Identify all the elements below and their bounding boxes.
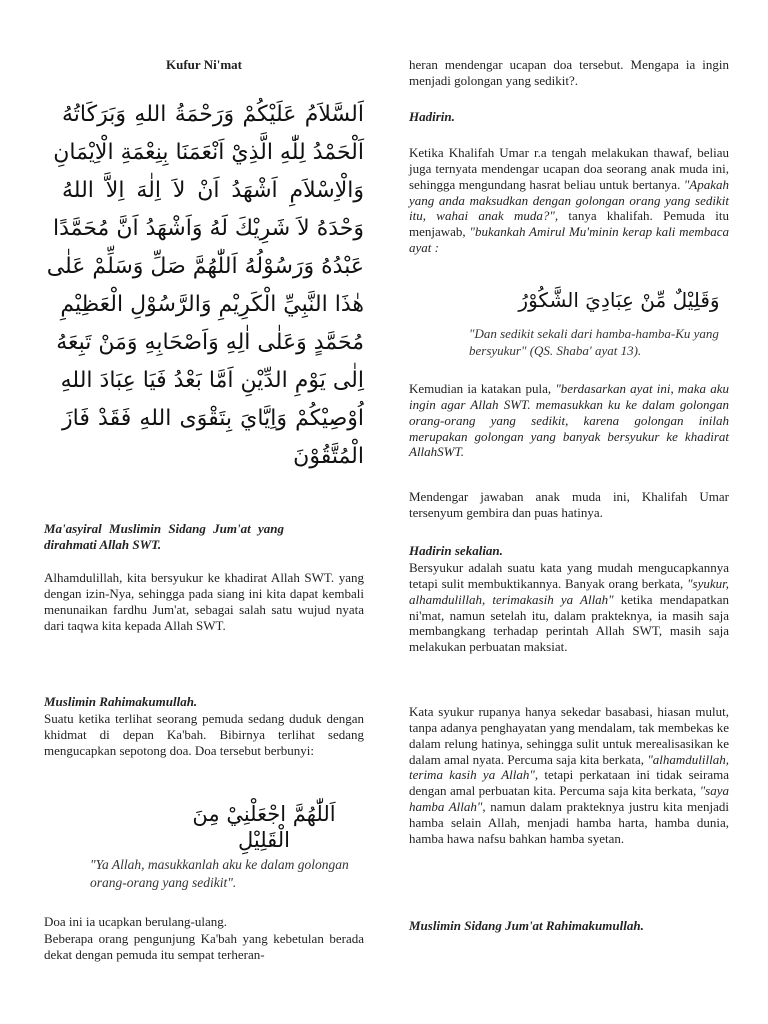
- page-title: Kufur Ni'mat: [166, 57, 242, 72]
- arabic-line: اَلسَّلاَمُ عَلَيْكُمْ وَرَحْمَةُ اللهِ وَبَرَكَاتُهُ: [62, 102, 364, 127]
- arabic-line: عَبْدُهُ وَرَسُوْلُهُ اَللّٰهُمَّ صَلِّ وَسَلِّمْ عَلٰى: [46, 254, 364, 279]
- arabic-line: وَالْاِسْلاَمِ اَشْهَدُ اَنْ لاَ اِلٰهَ اِلاَّ اللهُ: [62, 178, 364, 203]
- paragraph: Mendengar jawaban anak muda ini, Khalifah Umar tersenyum gembira dan puas hatinya.: [409, 489, 729, 520]
- arabic-line: اِلٰى يَوْمِ الدِّيْنِ اَمَّا بَعْدُ فَيَا عِبَادَ اللهِ: [60, 368, 364, 393]
- text-run: ketika mendapatkan ni'mat, namun setelah itu, dalam prakteknya, ia masih saja membangkang terhadap perintah Allah SWT, masih saja melakukan perbuatan maksiat.: [409, 591, 729, 655]
- doa-translation: "Ya Allah, masukkanlah aku ke dalam golongan orang-orang yang sedikit".: [90, 857, 349, 891]
- arabic-doa: اَللّٰهُمَّ اجْعَلْنِيْ مِنَ الْقَلِيْلِ: [192, 802, 336, 852]
- section-heading: Muslimin Sidang Jum'at Rahimakumullah.: [409, 918, 644, 933]
- section-heading: Muslimin Rahimakumullah.: [44, 694, 198, 709]
- ayat-translation: "Dan sedikit sekali dari hamba-hamba-Ku yang bersyukur" (QS. Shaba' ayat 13).: [469, 326, 719, 358]
- arabic-line: وَحْدَهُ لاَ شَرِيْكَ لَهُ وَاَشْهَدُ اَنَّ مُحَمَّدًا: [52, 216, 364, 241]
- text-run: Ketika Khalifah Umar r.a tengah melakukan thawaf, beliau juga ternyata mendengar ucapan doa seorang anak muda ini, sehingga mengundang hasrat beliau untuk bertanya.: [409, 145, 729, 192]
- section-heading: Ma'asyiral Muslimin Sidang Jum'at yang dirahmati Allah SWT.: [44, 521, 284, 552]
- arabic-line: مُحَمَّدٍ وَعَلٰى اٰلِهِ وَاَصْحَابِهِ وَمَنْ تَبِعَهُ: [56, 330, 364, 355]
- quote: "alhamdulillah, terima kasih ya Allah": [409, 751, 729, 783]
- quote: "berdasarkan ayat ini, maka aku ingin agar Allah SWT. memasukkan ku ke dalam golongan orang-orang yang sedikit, karena golongan inilah merupakan golongan yang banyak bersyukur ke khadirat AllahSWT.: [409, 381, 730, 460]
- paragraph: Alhamdulillah, kita bersyukur ke khadirat Allah SWT. yang dengan izin-Nya, sehingga pada siang ini kita dapat kembali menunaikan fardhu Jum'at, sebagai salah satu wujud nyata dari taqwa kita kepada Allah SWT.: [44, 570, 364, 633]
- text-run: Bersyukur adalah suatu kata yang mudah mengucapkannya tetapi sulit membuktikannya. Banyak orang berkata,: [409, 560, 729, 591]
- text-run: Kata syukur rupanya hanya sekedar basabasi, hiasan mulut, tanpa adanya penghayatan yang mendalam, tak membekas ke dalam relung hatinya, sehingga sulit untuk merealisasikan ke dalam amal nyata. Percuma saja kita berkata,: [409, 704, 729, 767]
- paragraph: Beberapa orang pengunjung Ka'bah yang kebetulan berada dekat dengan pemuda itu sempat terheran-: [44, 931, 364, 962]
- arabic-ayat: وَقَلِيْلٌ مِّنْ عِبَادِيَ الشَّكُوْرُ: [518, 288, 720, 312]
- paragraph: Suatu ketika terlihat seorang pemuda sedang duduk dengan khidmat di depan Ka'bah. Bibirnya terlihat sedang mengucapkan sepotong doa. Doa tersebut berbunyi:: [44, 711, 364, 758]
- text-run: , tanya khalifah. Pemuda itu menjawab,: [409, 208, 730, 240]
- arabic-line: هٰذَا النَّبِيِّ الْكَرِيْمِ وَالرَّسُوْلِ الْعَظِيْمِ: [60, 292, 364, 317]
- arabic-line: الْمُتَّقُوْنَ: [293, 444, 364, 469]
- paragraph: [409, 704, 729, 847]
- text-run: , namun dalam prakteknya justru kita menjadi hamba selain Allah, menjadi hamba harta, hamba dunia, hamba hawa nafsu bahkan hamba syetan.: [409, 799, 729, 846]
- text-run: Kemudian ia katakan pula,: [409, 381, 556, 396]
- quote: "bukankah Amirul Mu'minin kerap kali membaca ayat :: [409, 224, 730, 256]
- paragraph: heran mendengar ucapan doa tersebut. Mengapa ia ingin menjadi golongan yang sedikit?.: [409, 57, 729, 88]
- section-heading: Hadirin.: [409, 109, 455, 124]
- arabic-opening: [46, 96, 364, 476]
- paragraph: Doa ini ia ucapkan berulang-ulang.: [44, 914, 228, 929]
- paragraph: [409, 145, 729, 256]
- paragraph: [409, 381, 729, 460]
- quote: "Apakah yang anda maksudkan dengan golongan orang yang sedikit itu, wahai anak muda?": [409, 176, 729, 224]
- quote: "saya hamba Allah": [409, 783, 729, 815]
- arabic-line: اُوْصِيْكُمْ وَاِيَّايَ بِتَقْوَى اللهِ فَقَدْ فَازَ: [62, 406, 364, 431]
- quote: "syukur, alhamdulillah, terimakasih ya Allah": [409, 575, 729, 607]
- section-heading: Hadirin sekalian.: [409, 543, 503, 558]
- arabic-line: اَلْحَمْدُ لِلّٰهِ الَّذِيْ اَنْعَمَنَا بِنِعْمَةِ الْاِيْمَانِ: [53, 140, 364, 165]
- text-run: , tetapi perkataan ini tidak seirama dengan amal perbuatan kita. Percuma saja kita berkata,: [409, 767, 729, 799]
- paragraph: [409, 560, 729, 655]
